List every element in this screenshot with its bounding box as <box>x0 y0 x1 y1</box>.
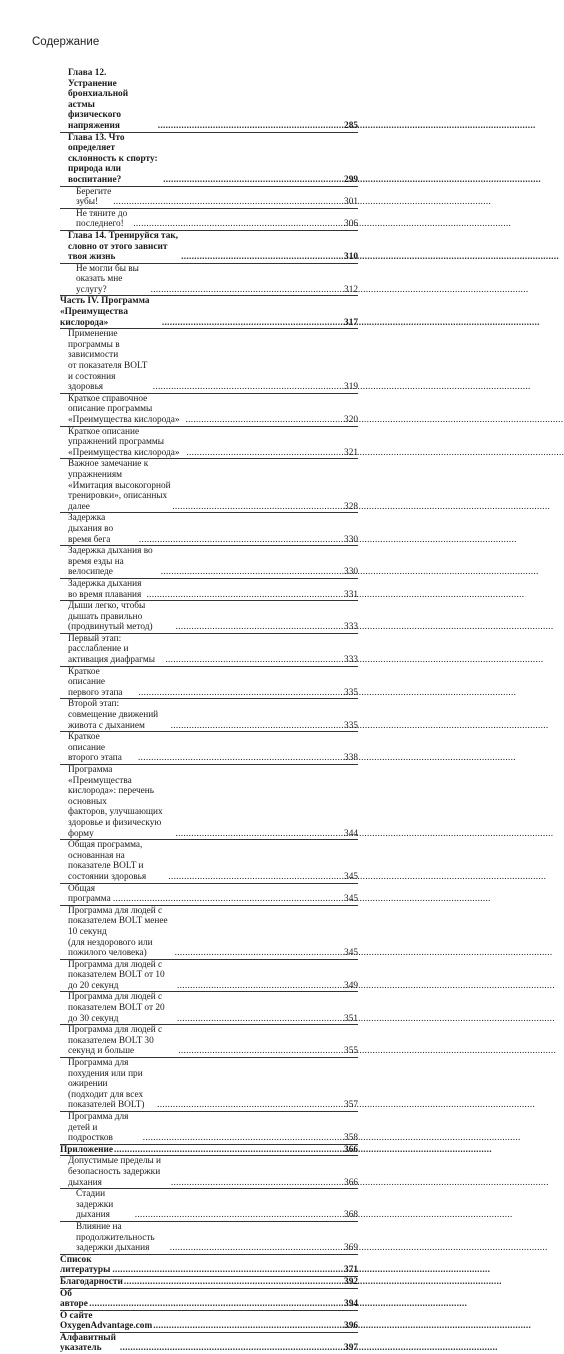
toc-entry-title-line: Программа для людей с показателем BOLT от 10 до 20 секунд <box>68 959 165 991</box>
toc-page-number: 351 <box>344 1013 358 1024</box>
toc-entry-title-line: Не могли бы вы оказать мне услугу? <box>76 263 139 295</box>
toc-page-number: 301 <box>344 197 358 208</box>
toc-entry-title <box>60 1289 88 1310</box>
toc-entry-title <box>68 906 174 959</box>
dot-leader <box>177 981 343 992</box>
toc-entry-title <box>68 840 167 882</box>
dot-leader <box>163 175 343 186</box>
toc-entry-title <box>60 1311 152 1332</box>
toc-entry-title <box>68 634 164 666</box>
toc-entry-title-line: Краткое описание первого этапа <box>68 666 123 698</box>
toc-page-number: 330 <box>344 534 358 545</box>
toc-entry-title-line: Общая программа, <box>68 840 143 851</box>
toc-entry-title <box>68 1058 156 1111</box>
toc-entry-title-line: Об авторе <box>60 1288 88 1310</box>
dot-leader <box>170 1243 343 1254</box>
toc-page-number: 345 <box>344 894 358 905</box>
toc-entry-title-line: от показателя BOLT и состояния здоровья <box>68 361 148 393</box>
dot-leader <box>135 1210 343 1221</box>
dot-leader <box>168 872 343 883</box>
toc-page-number: 338 <box>344 753 358 764</box>
toc-entry-title-line: Программа для людей с показателем BOLT 30 секунд и больше <box>68 1025 163 1057</box>
toc-entry-title-line: Программа «Преимущества кислорода»: перечень основных <box>68 765 155 807</box>
dot-leader <box>151 285 343 296</box>
toc-entry-kr-etap1[interactable] <box>60 667 358 699</box>
toc-page-number: 330 <box>344 567 358 578</box>
toc-entry-title <box>76 1222 169 1254</box>
toc-entry-title-line: Краткое описание упражнений программы «Преимущества кислорода» <box>68 426 180 458</box>
dot-leader <box>186 448 343 459</box>
toc-page-number: 335 <box>344 720 358 731</box>
toc-entry-ukazatel[interactable] <box>60 1333 358 1354</box>
toc-entry-title <box>68 765 174 839</box>
toc-entry-title-line: (для нездорового или пожилого человека) <box>68 937 153 959</box>
toc-page-number: 394 <box>344 1299 358 1310</box>
toc-entry-title <box>68 546 160 578</box>
dot-leader <box>161 567 343 578</box>
toc-entry-title <box>76 209 132 230</box>
toc-entry-title-line: (подходит для всех показателей BOLT) <box>68 1089 145 1111</box>
toc-entry-berigite[interactable] <box>60 187 358 208</box>
toc-page-number: 355 <box>344 1046 358 1057</box>
toc-entry-title-line: Общая программа <box>68 883 111 905</box>
toc-entry-obshaya[interactable] <box>60 884 358 905</box>
dot-leader <box>153 382 343 393</box>
toc-entry-prog-10-20[interactable] <box>60 960 358 992</box>
dot-leader <box>171 721 343 732</box>
toc-entry-title-line: природа или воспитание? <box>68 164 122 185</box>
toc-entry-title <box>68 1025 177 1057</box>
toc-page-number: 368 <box>344 1210 358 1221</box>
toc-entry-title-line: Задержка дыхания во время езды на велосипеде <box>68 546 153 578</box>
toc-page-number: 345 <box>344 871 358 882</box>
toc-entry-title-line: Краткое справочное описание программы «Преимущества кислорода» <box>68 393 180 425</box>
toc-page-number: 345 <box>344 948 358 959</box>
toc-entry-pohudenie[interactable] <box>60 1058 358 1111</box>
toc-page-number: 371 <box>344 1265 358 1276</box>
toc-entry-obshaya-bolt[interactable] <box>60 840 358 882</box>
toc-page-number: 317 <box>344 317 358 328</box>
dot-leader <box>113 197 343 208</box>
toc-entry-title-line: Глава 13. Что определяет склонность к спорту: <box>68 132 158 164</box>
toc-page-number: 306 <box>344 219 358 230</box>
toc-page-number: 299 <box>344 174 358 185</box>
dot-leader <box>114 1145 343 1156</box>
toc-entry-title <box>68 699 170 731</box>
toc-entry-deti[interactable] <box>60 1112 358 1144</box>
dot-leader <box>175 948 343 959</box>
toc-entry-title-line: Благодарности <box>60 1276 123 1287</box>
dot-leader <box>177 1014 343 1025</box>
toc-entry-dyshi[interactable] <box>60 601 358 633</box>
toc-page-number: 321 <box>344 447 358 458</box>
toc-entry-title-line: Важное замечание к упражнениям <box>68 459 149 480</box>
dot-leader <box>172 502 343 513</box>
toc-page-number: 333 <box>344 622 358 633</box>
toc-entry-kr-etap2[interactable] <box>60 732 358 764</box>
toc-entry-title <box>76 1189 134 1221</box>
toc-entry-title-line: Краткое описание второго этапа <box>68 732 122 764</box>
toc-entry-title-line: Алфавитный указатель <box>60 1332 116 1354</box>
dot-leader <box>138 688 343 699</box>
toc-entry-title <box>60 1277 123 1288</box>
dot-leader <box>143 1133 343 1144</box>
toc-entry-title-line: факторов, улучшающих здоровье и физическую форму <box>68 807 163 839</box>
toc-entry-title <box>76 264 150 296</box>
toc-entry-vliyanie[interactable] <box>60 1222 358 1254</box>
toc-page-number: 310 <box>344 252 358 263</box>
toc-page-number: 358 <box>344 1133 358 1144</box>
toc-entry-title <box>68 133 162 186</box>
toc-entry-zader-beg[interactable] <box>60 513 358 545</box>
toc-entry-title <box>68 1112 142 1144</box>
dot-leader <box>158 121 343 132</box>
dot-leader <box>162 318 343 329</box>
toc-entry-title-line: Программа для детей и подростков <box>68 1112 129 1144</box>
toc-entry-kratkoe-sprav[interactable] <box>60 394 358 426</box>
toc-entry-title <box>68 992 176 1024</box>
toc-entry-title <box>68 667 137 699</box>
toc-entry-netyanite[interactable] <box>60 209 358 230</box>
toc-entry-title-line: Глава 12. Устранение бронхиальной астмы <box>68 68 129 110</box>
toc-entry-title-line: Берегите зубы! <box>76 186 112 208</box>
toc-entry-title-line: Второй этап: совмещение движений живота с дыханием <box>68 699 159 731</box>
toc-entry-ob-avtore[interactable] <box>60 1289 358 1310</box>
toc-entry-o-saite[interactable] <box>60 1311 358 1332</box>
toc-entry-title <box>68 579 146 600</box>
dot-leader <box>153 1321 343 1332</box>
toc-entry-title <box>68 68 157 132</box>
toc-entry-title-line: Допустимые пределы и безопасность задержки дыхания <box>68 1156 162 1188</box>
toc-page-number: 320 <box>344 415 358 425</box>
toc-entry-title <box>60 1333 119 1354</box>
toc-entry-title <box>76 187 112 208</box>
toc-entry-title <box>60 1145 113 1156</box>
dot-leader <box>147 590 344 601</box>
dot-leader <box>112 1265 343 1276</box>
toc-entry-ch13[interactable] <box>60 133 358 186</box>
toc-entry-title <box>60 296 161 328</box>
toc-entry-prog-30[interactable] <box>60 1025 358 1057</box>
toc-page-number: 396 <box>344 1321 358 1332</box>
running-header: Содержание <box>32 36 100 48</box>
toc-page-number: 328 <box>344 501 358 512</box>
toc-entry-ch14[interactable] <box>60 231 358 263</box>
toc-entry-vazhnoe[interactable] <box>60 459 358 512</box>
toc-page-number: 285 <box>344 120 358 131</box>
toc-entry-title-line: Приложение <box>60 1144 113 1155</box>
toc-entry-title <box>68 513 138 545</box>
dot-leader <box>181 252 343 263</box>
toc-entry-title-line: Список литературы <box>60 1254 111 1276</box>
toc-entry-perechen[interactable] <box>60 765 358 839</box>
toc-page-number: 319 <box>344 382 358 393</box>
toc-page-number: 392 <box>344 1276 358 1287</box>
toc-entry-dopustimye[interactable] <box>60 1156 358 1188</box>
dot-leader <box>113 894 343 905</box>
toc-entry-stadii[interactable] <box>60 1189 358 1221</box>
toc-entry-title-line: Программа для похудения или при ожирении <box>68 1058 143 1090</box>
toc-entry-title <box>68 459 171 512</box>
toc-entry-title-line: Часть IV. Программа «Преимущества кислорода» <box>60 296 150 328</box>
toc-entry-title <box>68 884 112 905</box>
toc-entry-title <box>60 1255 111 1276</box>
toc-page-number: 331 <box>344 589 358 600</box>
toc-page-number: 335 <box>344 687 358 698</box>
toc-entry-kratkoe-upr[interactable] <box>60 427 358 459</box>
toc-entry-nemogli[interactable] <box>60 264 358 296</box>
toc-entry-title <box>68 732 137 764</box>
toc-entry-title <box>68 1156 170 1188</box>
toc-entry-title-line: основанная на показателе BOLT и состоянии здоровья <box>68 850 147 882</box>
toc-page-number: 349 <box>344 980 358 991</box>
toc-entry-zader-plav[interactable] <box>60 579 358 600</box>
toc-entry-title-line: Применение программы в зависимости <box>68 329 120 361</box>
dot-leader <box>138 753 343 764</box>
toc-entry-prog-10[interactable] <box>60 906 358 959</box>
dot-leader <box>186 415 344 426</box>
dot-leader <box>176 622 343 633</box>
toc-entry-spisok[interactable] <box>60 1255 358 1276</box>
dot-leader <box>120 1343 343 1354</box>
toc-page-number: 344 <box>344 828 358 839</box>
toc-entry-title-line: Глава 14. Тренируйся так, словно от этого зависит твоя жизнь <box>68 230 179 263</box>
toc-entry-title-line: Задержка дыхания во время плавания <box>68 578 142 600</box>
toc-entry-primenenie[interactable] <box>60 329 358 393</box>
toc-page-number: 357 <box>344 1100 358 1111</box>
toc-entry-ch12[interactable] <box>60 68 358 132</box>
toc-entry-title <box>68 394 185 426</box>
toc-entry-prog-20-30[interactable] <box>60 992 358 1024</box>
toc-entry-title <box>68 231 180 263</box>
toc-page-number: 397 <box>344 1343 358 1354</box>
toc-entry-zader-velo[interactable] <box>60 546 358 578</box>
toc-entry-title-line: физического напряжения <box>68 110 122 131</box>
toc-page-number: 366 <box>344 1144 358 1155</box>
toc-entry-title-line: Программа для людей с показателем BOLT менее 10 секунд <box>68 905 168 937</box>
toc-entry-title-line: Не тяните до последнего! <box>76 208 128 230</box>
dot-leader <box>124 1277 343 1288</box>
toc-entry-title-line: О сайте OxygenAdvantage.com <box>60 1310 153 1332</box>
table-of-contents <box>60 68 358 1354</box>
toc-entry-title-line: Дыши легко, чтобы дышать правильно (продвинутый метод) <box>68 601 153 633</box>
dot-leader <box>165 655 343 666</box>
dot-leader <box>89 1299 343 1310</box>
toc-entry-blagodarnosti[interactable] <box>60 1277 358 1288</box>
toc-entry-title <box>68 427 185 459</box>
toc-entry-title-line: Программа для людей с показателем BOLT от 20 до 30 секунд <box>68 992 165 1024</box>
toc-page-number: 333 <box>344 655 358 666</box>
toc-page-number: 312 <box>344 284 358 295</box>
dot-leader <box>139 535 343 546</box>
toc-entry-part4[interactable] <box>60 296 358 328</box>
toc-entry-title-line: «Имитация высокогорной тренировки», описанных далее <box>68 480 171 512</box>
dot-leader <box>133 219 343 230</box>
dot-leader <box>157 1100 343 1111</box>
toc-entry-title-line: Задержка дыхания во время бега <box>68 513 114 545</box>
toc-entry-title <box>68 960 176 992</box>
toc-entry-etap2[interactable] <box>60 699 358 731</box>
toc-entry-title-line: Первый этап: расслабление и активация диафрагмы <box>68 633 155 666</box>
toc-entry-prilozhenie[interactable] <box>60 1145 358 1156</box>
toc-entry-title-line: Влияние на продолжительность задержки дыхания <box>76 1221 155 1254</box>
toc-page-number: 366 <box>344 1177 358 1188</box>
dot-leader <box>178 1046 343 1057</box>
toc-entry-etap1[interactable] <box>60 634 358 666</box>
dot-leader <box>171 1178 343 1189</box>
dot-leader <box>175 829 343 840</box>
toc-entry-title <box>68 329 152 393</box>
toc-entry-title <box>68 601 175 633</box>
toc-entry-title-line: Стадии задержки дыхания <box>76 1189 114 1221</box>
toc-page-number: 369 <box>344 1243 358 1254</box>
